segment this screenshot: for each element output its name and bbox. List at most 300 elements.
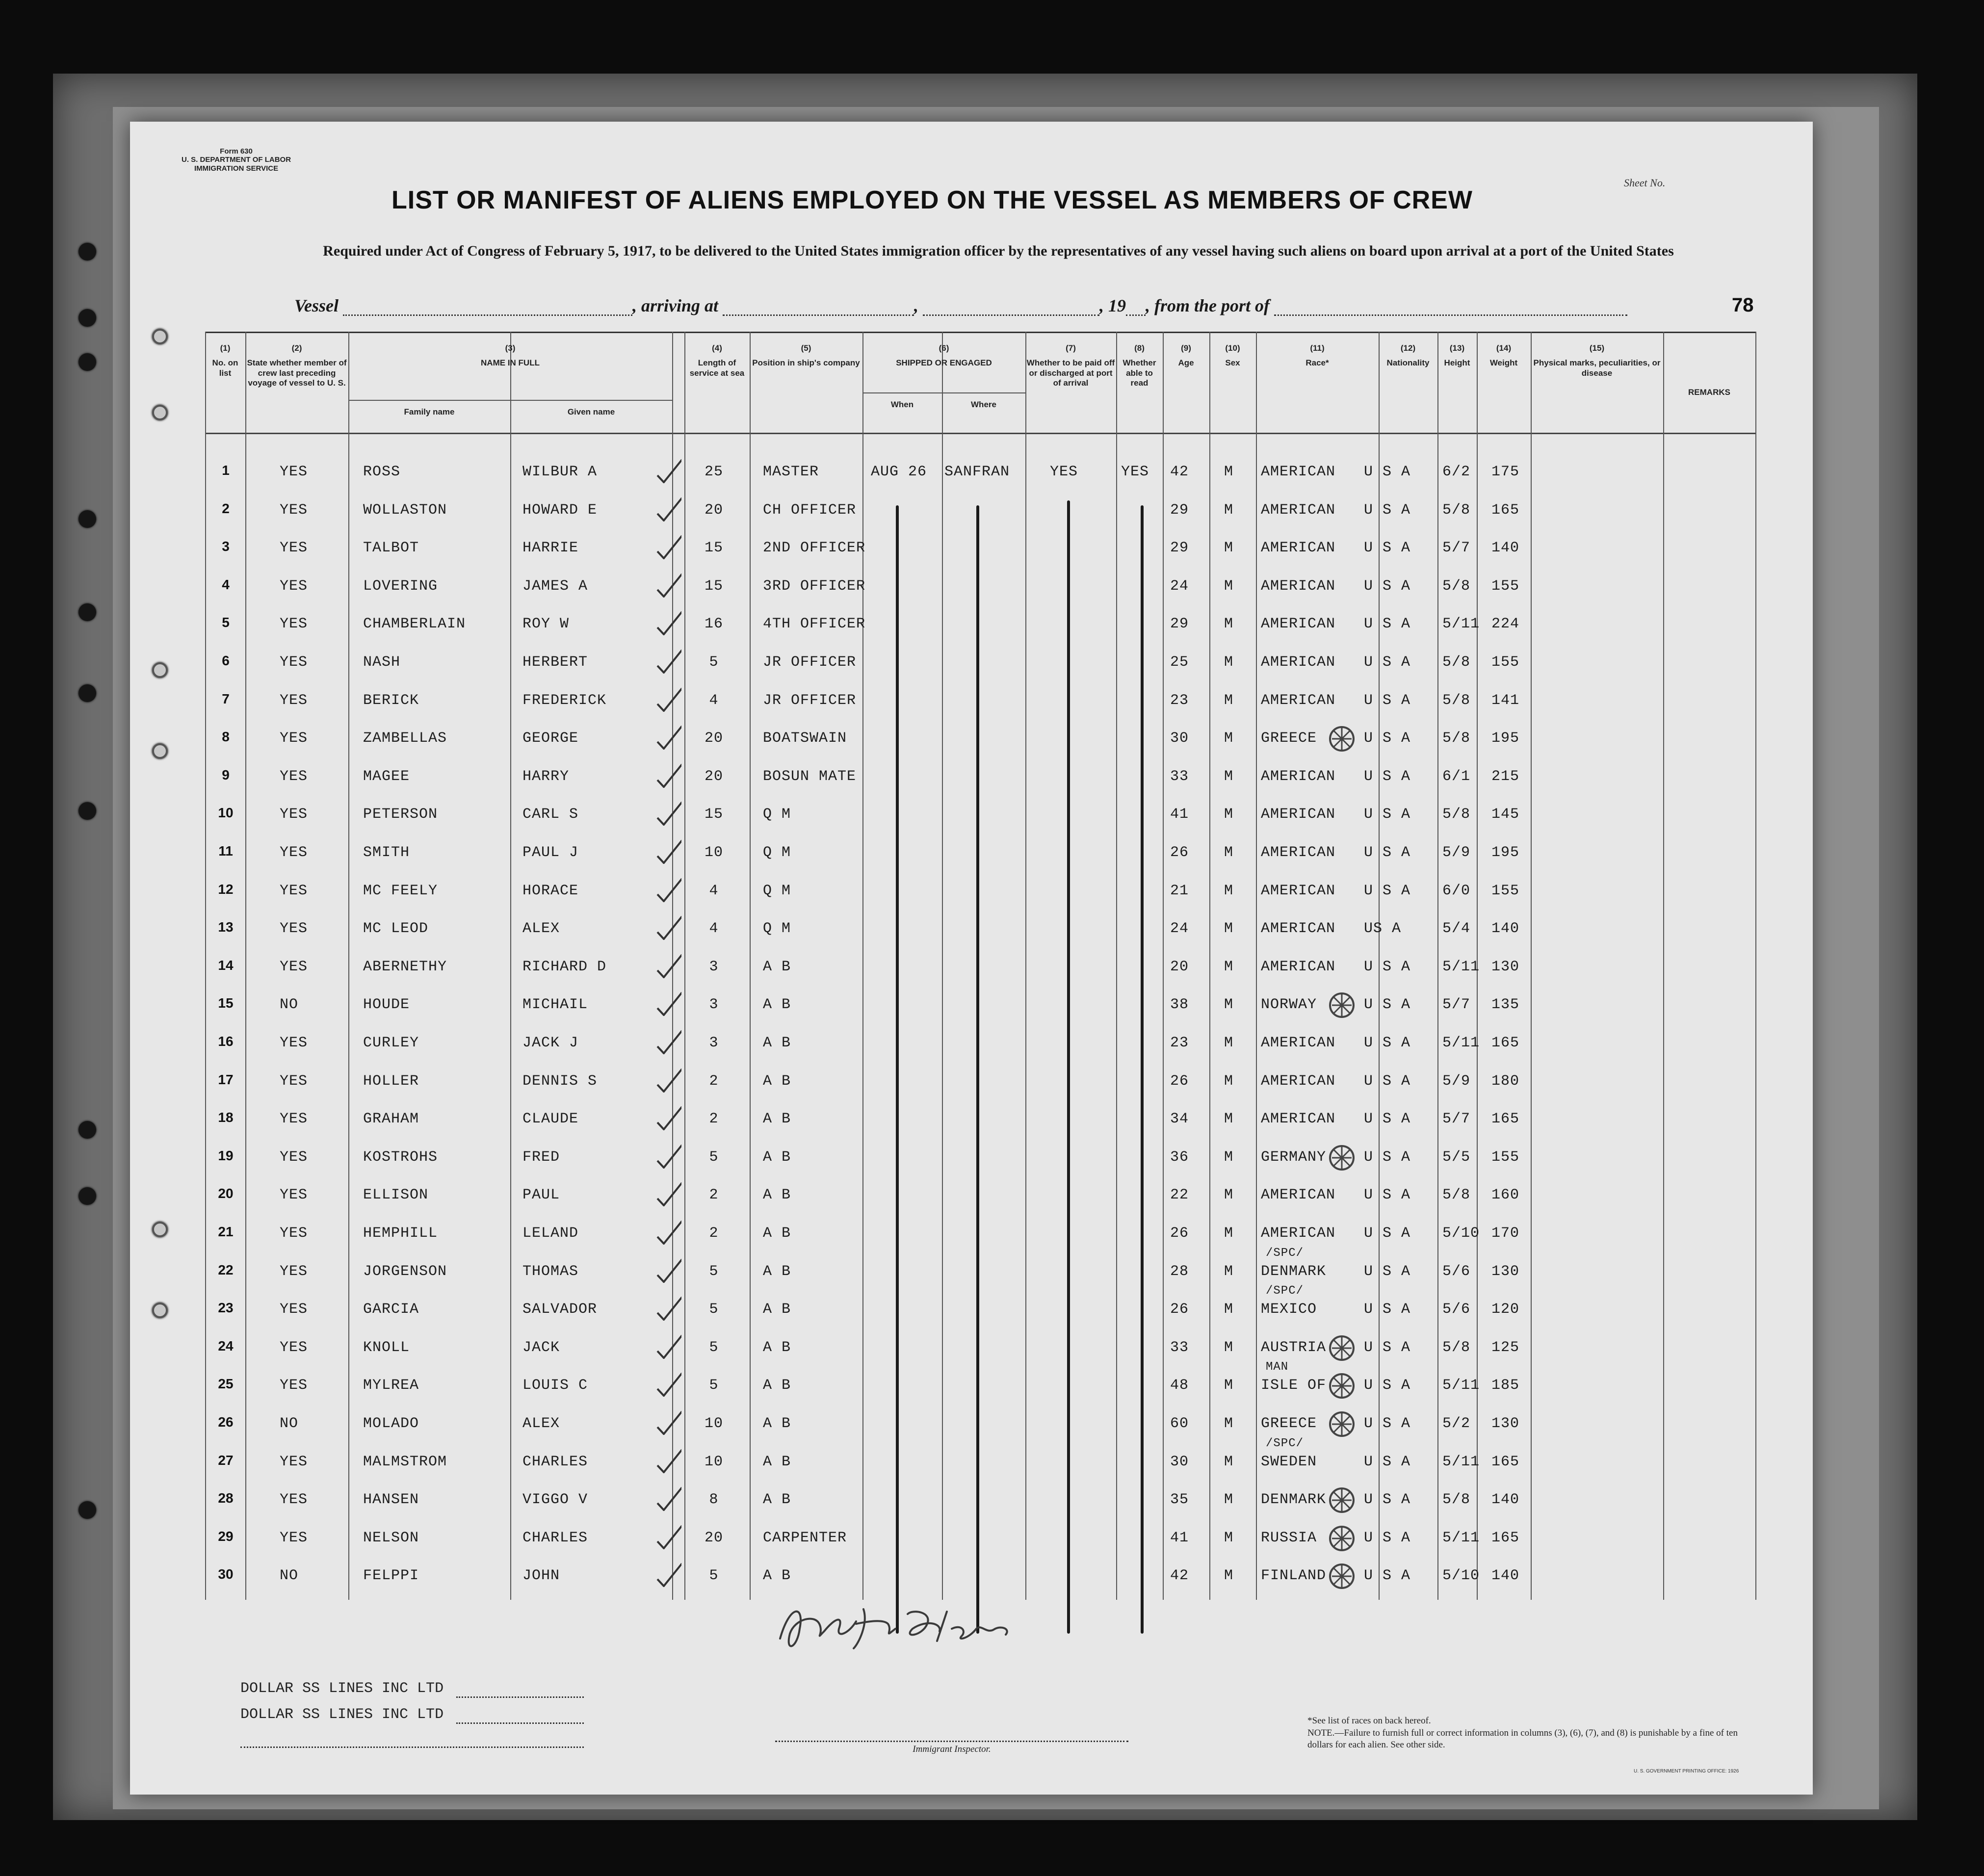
age-cell: 29	[1170, 540, 1189, 556]
column-label: Nationality	[1386, 358, 1430, 368]
check-mark	[655, 799, 681, 826]
weight-cell: 130	[1491, 1263, 1520, 1280]
check-mark	[655, 1256, 681, 1283]
weight-cell: 140	[1491, 1491, 1520, 1508]
binder-hole	[78, 603, 96, 621]
crew-status-cell: YES	[280, 1530, 308, 1546]
column-label: Race*	[1305, 358, 1329, 368]
check-mark	[655, 1332, 681, 1359]
sex-cell: M	[1224, 1415, 1234, 1432]
service-length-cell: 5	[709, 1567, 719, 1584]
year-field[interactable]	[1126, 299, 1146, 316]
nationality-cell: U S A	[1364, 768, 1411, 785]
family-name-cell: MC LEOD	[363, 920, 429, 937]
nationality-cell: U S A	[1364, 1377, 1411, 1394]
check-mark	[655, 609, 681, 635]
arrival-port-field[interactable]	[723, 299, 914, 316]
family-name-cell: ZAMBELLAS	[363, 730, 447, 747]
race-cell: AMERICAN	[1261, 920, 1336, 937]
crew-status-cell: YES	[280, 1073, 308, 1090]
column-label: Position in ship's company	[752, 358, 860, 368]
service: IMMIGRATION SERVICE	[194, 164, 279, 173]
column-header	[348, 343, 672, 368]
column-header	[862, 343, 1025, 368]
given-name-cell: PAUL J	[522, 844, 579, 861]
race-cell: GERMANY	[1261, 1149, 1327, 1166]
agent-line: DOLLAR SS LINES INC LTD	[240, 1706, 444, 1723]
nationality-cell: US A	[1364, 920, 1402, 937]
nationality-cell: U S A	[1364, 502, 1411, 519]
family-name-cell: NASH	[363, 654, 401, 671]
nationality-cell: U S A	[1364, 806, 1411, 823]
position-cell: A B	[763, 1301, 791, 1318]
position-cell: A B	[763, 1149, 791, 1166]
check-mark	[655, 1104, 681, 1130]
ditto-line	[1141, 505, 1144, 1634]
race-cell: AMERICAN	[1261, 1225, 1336, 1242]
check-mark	[655, 723, 681, 750]
punch-hole	[152, 1222, 168, 1237]
weight-cell: 195	[1491, 730, 1520, 747]
family-name-cell: ELLISON	[363, 1187, 429, 1203]
check-mark	[655, 1523, 681, 1549]
given-name-cell: JACK	[522, 1339, 560, 1356]
sheet-number-label: Sheet No.	[1624, 177, 1666, 189]
subcolumn-rule	[942, 392, 943, 433]
family-name-cell: MOLADO	[363, 1415, 419, 1432]
height-cell: 5/8	[1442, 502, 1471, 519]
given-name-cell: HOWARD E	[522, 502, 598, 519]
crew-status-cell: YES	[280, 1149, 308, 1166]
service-length-cell: 3	[709, 959, 719, 975]
given-name-cell: DENNIS S	[522, 1073, 598, 1090]
position-cell: JR OFFICER	[763, 654, 857, 671]
inspection-stamp	[1327, 1409, 1355, 1437]
inspection-stamp	[1327, 1485, 1355, 1513]
age-cell: 26	[1170, 1225, 1189, 1242]
age-cell: 26	[1170, 1073, 1189, 1090]
position-cell: A B	[763, 1567, 791, 1584]
vessel-label: Vessel	[294, 296, 339, 315]
column-rule	[1755, 332, 1756, 1600]
age-cell: 23	[1170, 1035, 1189, 1051]
column-label: SHIPPED OR ENGAGED	[896, 358, 992, 368]
nationality-cell: U S A	[1364, 883, 1411, 899]
height-cell: 6/0	[1442, 883, 1471, 899]
weight-cell: 155	[1491, 578, 1520, 595]
given-name-cell: CHARLES	[522, 1454, 588, 1470]
binder-hole	[78, 1501, 96, 1519]
given-name-cell: MICHAIL	[522, 996, 588, 1013]
position-cell: 4TH OFFICER	[763, 616, 866, 632]
column-label: Length of service at sea	[689, 358, 745, 378]
age-cell: 26	[1170, 1301, 1189, 1318]
nationality-cell: U S A	[1364, 1530, 1411, 1546]
height-cell: 5/6	[1442, 1301, 1471, 1318]
age-cell: 41	[1170, 806, 1189, 823]
sex-cell: M	[1224, 768, 1234, 785]
height-cell: 5/11	[1442, 1035, 1480, 1051]
column-number: (13)	[1449, 343, 1465, 353]
row-number: 21	[218, 1224, 234, 1239]
check-mark	[655, 533, 681, 559]
column-header	[750, 343, 862, 368]
column-rule	[1209, 332, 1210, 1600]
row-number: 27	[218, 1453, 234, 1468]
binder-hole	[78, 353, 96, 371]
given-name-cell: ALEX	[522, 920, 560, 937]
binder-hole	[78, 1121, 96, 1139]
column-number: (7)	[1066, 343, 1076, 353]
service-length-cell: 5	[709, 1263, 719, 1280]
given-name-cell: ALEX	[522, 1415, 560, 1432]
service-length-cell: 20	[704, 730, 723, 747]
given-name-cell: WILBUR A	[522, 464, 598, 480]
family-name-cell: LOVERING	[363, 578, 438, 595]
position-cell: CH OFFICER	[763, 502, 857, 519]
shipped-when-cell: AUG 26	[871, 464, 927, 480]
weight-cell: 215	[1491, 768, 1520, 785]
race-cell: AMERICAN	[1261, 768, 1336, 785]
check-mark	[655, 876, 681, 902]
crew-status-cell: YES	[280, 616, 308, 632]
row-number: 12	[218, 882, 234, 897]
position-cell: A B	[763, 1377, 791, 1394]
crew-status-cell: YES	[280, 920, 308, 937]
column-header	[1663, 388, 1755, 397]
service-length-cell: 10	[704, 1415, 723, 1432]
row-number: 30	[218, 1566, 234, 1582]
check-mark	[655, 1370, 681, 1397]
nationality-cell: U S A	[1364, 1454, 1411, 1470]
service-length-cell: 3	[709, 1035, 719, 1051]
sex-cell: M	[1224, 1073, 1234, 1090]
row-number: 13	[218, 919, 234, 935]
sex-cell: M	[1224, 692, 1234, 709]
age-cell: 48	[1170, 1377, 1189, 1394]
given-name-cell: JACK J	[522, 1035, 579, 1051]
given-name-cell: CHARLES	[522, 1530, 588, 1546]
race-cell: AMERICAN	[1261, 1111, 1336, 1127]
age-cell: 33	[1170, 1339, 1189, 1356]
sex-cell: M	[1224, 1301, 1234, 1318]
race-cell: AMERICAN	[1261, 540, 1336, 556]
row-number: 26	[218, 1414, 234, 1430]
race-cell: AMERICAN	[1261, 616, 1336, 632]
nationality-cell: U S A	[1364, 996, 1411, 1013]
service-length-cell: 15	[704, 540, 723, 556]
race-cell: SWEDEN	[1261, 1454, 1317, 1470]
height-cell: 5/10	[1442, 1225, 1480, 1242]
height-cell: 5/8	[1442, 1187, 1471, 1203]
crew-status-cell: YES	[280, 1454, 308, 1470]
race-cell: AMERICAN	[1261, 464, 1336, 480]
from-port-field[interactable]	[1274, 299, 1627, 316]
column-label: Given name	[567, 407, 615, 417]
position-cell: CARPENTER	[763, 1530, 847, 1546]
weight-cell: 130	[1491, 1415, 1520, 1432]
crew-status-cell: YES	[280, 464, 308, 480]
nationality-cell: U S A	[1364, 1491, 1411, 1508]
check-mark	[655, 1408, 681, 1435]
height-cell: 5/11	[1442, 616, 1480, 632]
nationality-cell: U S A	[1364, 692, 1411, 709]
row-number: 16	[218, 1034, 234, 1049]
height-cell: 5/6	[1442, 1263, 1471, 1280]
header-divider	[205, 433, 1755, 434]
weight-cell: 155	[1491, 654, 1520, 671]
check-mark	[655, 1447, 681, 1473]
column-rule	[862, 332, 863, 1600]
age-cell: 25	[1170, 654, 1189, 671]
crew-status-cell: YES	[280, 1339, 308, 1356]
inspector-signature	[770, 1594, 1074, 1658]
row-number: 20	[218, 1186, 234, 1201]
column-number: (2)	[291, 343, 302, 353]
column-number: (15)	[1589, 343, 1605, 353]
position-cell: A B	[763, 996, 791, 1013]
race-cell: AMERICAN	[1261, 502, 1336, 519]
weight-cell: 175	[1491, 464, 1520, 480]
race-cell: GREECE	[1261, 730, 1317, 747]
sex-cell: M	[1224, 1225, 1234, 1242]
family-name-cell: WOLLASTON	[363, 502, 447, 519]
height-cell: 5/9	[1442, 844, 1471, 861]
nationality-cell: U S A	[1364, 1415, 1411, 1432]
row-number: 18	[218, 1110, 234, 1125]
sex-cell: M	[1224, 1111, 1234, 1127]
weight-cell: 165	[1491, 1111, 1520, 1127]
service-length-cell: 3	[709, 996, 719, 1013]
family-name-cell: HEMPHILL	[363, 1225, 438, 1242]
owner-line: DOLLAR SS LINES INC LTD	[240, 1680, 444, 1697]
column-rule	[205, 332, 206, 1600]
column-label: Family name	[404, 407, 455, 417]
service-length-cell: 10	[704, 1454, 723, 1470]
height-cell: 5/11	[1442, 1454, 1480, 1470]
crew-status-cell: YES	[280, 806, 308, 823]
sex-cell: M	[1224, 502, 1234, 519]
nationality-cell: U S A	[1364, 1187, 1411, 1203]
position-cell: A B	[763, 1111, 791, 1127]
height-cell: 5/8	[1442, 578, 1471, 595]
binder-hole	[78, 802, 96, 820]
position-cell: BOSUN MATE	[763, 768, 857, 785]
column-label: REMARKS	[1688, 388, 1730, 397]
family-name-cell: ABERNETHY	[363, 959, 447, 975]
inspection-stamp	[1327, 1524, 1355, 1551]
column-rule	[245, 332, 246, 1600]
family-name-cell: MYLREA	[363, 1377, 419, 1394]
footnote-races: *See list of races on back hereof.	[1307, 1716, 1431, 1726]
column-label: Height	[1444, 358, 1470, 368]
position-cell: MASTER	[763, 464, 819, 480]
weight-cell: 224	[1491, 616, 1520, 632]
punch-hole	[152, 329, 168, 344]
weight-cell: 185	[1491, 1377, 1520, 1394]
height-cell: 5/8	[1442, 654, 1471, 671]
age-cell: 21	[1170, 883, 1189, 899]
family-name-cell: KOSTROHS	[363, 1149, 438, 1166]
column-number: (3)	[505, 343, 516, 353]
given-name-cell: LELAND	[522, 1225, 579, 1242]
weight-cell: 180	[1491, 1073, 1520, 1090]
sex-cell: M	[1224, 1567, 1234, 1584]
position-cell: A B	[763, 1415, 791, 1432]
height-cell: 5/11	[1442, 1377, 1480, 1394]
position-cell: A B	[763, 1225, 791, 1242]
column-label: No. on list	[212, 358, 238, 378]
position-cell: A B	[763, 1263, 791, 1280]
page-number: 78	[1732, 294, 1754, 316]
height-cell: 5/11	[1442, 959, 1480, 975]
column-label: Physical marks, peculiarities, or disease	[1533, 358, 1661, 378]
column-label: Sex	[1225, 358, 1240, 368]
weight-cell: 165	[1491, 1530, 1520, 1546]
column-header	[1025, 343, 1116, 389]
age-cell: 26	[1170, 844, 1189, 861]
footnote-penalty: NOTE.—Failure to furnish full or correct information in columns (3), (6), (7), and (8) is punishable by a fine of ten dollars for each alien. See other side.	[1307, 1727, 1738, 1750]
binder-hole	[78, 243, 96, 261]
nationality-cell: U S A	[1364, 1567, 1411, 1584]
service-length-cell: 20	[704, 502, 723, 519]
crew-status-cell: YES	[280, 1111, 308, 1127]
column-number: (1)	[220, 343, 231, 353]
column-number: (6)	[939, 343, 949, 353]
family-name-cell: GRAHAM	[363, 1111, 419, 1127]
check-mark	[655, 1485, 681, 1511]
age-cell: 42	[1170, 1567, 1189, 1584]
weight-cell: 165	[1491, 1454, 1520, 1470]
weight-cell: 120	[1491, 1301, 1520, 1318]
weight-cell: 170	[1491, 1225, 1520, 1242]
column-label: Where	[971, 400, 996, 409]
family-name-cell: MAGEE	[363, 768, 410, 785]
form-identifier	[182, 147, 291, 173]
nationality-cell: U S A	[1364, 1301, 1411, 1318]
service-length-cell: 5	[709, 1339, 719, 1356]
sex-cell: M	[1224, 654, 1234, 671]
given-name-cell: RICHARD D	[522, 959, 607, 975]
sex-cell: M	[1224, 1263, 1234, 1280]
position-cell: BOATSWAIN	[763, 730, 847, 747]
binder-hole	[78, 309, 96, 327]
service-length-cell: 10	[704, 844, 723, 861]
service-length-cell: 15	[704, 578, 723, 595]
family-name-cell: FELPPI	[363, 1567, 419, 1584]
column-header	[510, 407, 672, 417]
check-mark	[655, 495, 681, 521]
column-header	[1209, 343, 1256, 368]
crew-status-cell: YES	[280, 768, 308, 785]
inspection-stamp	[1327, 990, 1355, 1018]
weight-cell: 155	[1491, 883, 1520, 899]
column-header	[205, 343, 245, 378]
family-name-cell: MC FEELY	[363, 883, 438, 899]
vessel-field[interactable]	[343, 299, 632, 316]
weight-cell: 140	[1491, 1567, 1520, 1584]
family-name-cell: JORGENSON	[363, 1263, 447, 1280]
column-number: (10)	[1225, 343, 1240, 353]
age-cell: 38	[1170, 996, 1189, 1013]
arrival-date-field[interactable]	[923, 299, 1099, 316]
crew-status-cell: YES	[280, 540, 308, 556]
height-cell: 5/4	[1442, 920, 1471, 937]
height-cell: 5/7	[1442, 996, 1471, 1013]
given-name-cell: FRED	[522, 1149, 560, 1166]
check-mark	[655, 457, 681, 483]
row-number: 22	[218, 1262, 234, 1277]
check-mark	[655, 1294, 681, 1321]
sex-cell: M	[1224, 464, 1234, 480]
sex-cell: M	[1224, 1454, 1234, 1470]
nationality-cell: U S A	[1364, 654, 1411, 671]
race-cell: AUSTRIA	[1261, 1339, 1327, 1356]
column-header	[348, 407, 510, 417]
column-rule	[942, 332, 943, 1600]
nationality-cell: U S A	[1364, 959, 1411, 975]
race-cell: FINLAND	[1261, 1567, 1327, 1584]
sex-cell: M	[1224, 1377, 1234, 1394]
service-length-cell: 16	[704, 616, 723, 632]
crew-status-cell: YES	[280, 692, 308, 709]
service-length-cell: 25	[704, 464, 723, 480]
weight-cell: 195	[1491, 844, 1520, 861]
inspection-stamp	[1327, 1562, 1355, 1589]
check-mark	[655, 837, 681, 864]
row-number: 3	[222, 539, 230, 554]
binder-hole	[78, 1187, 96, 1205]
age-cell: 41	[1170, 1530, 1189, 1546]
punch-hole	[152, 405, 168, 420]
column-number: (12)	[1400, 343, 1416, 353]
position-cell: A B	[763, 1187, 791, 1203]
family-name-cell: CURLEY	[363, 1035, 419, 1051]
column-header	[1531, 343, 1663, 378]
service-length-cell: 2	[709, 1073, 719, 1090]
crew-status-cell: YES	[280, 654, 308, 671]
age-cell: 29	[1170, 502, 1189, 519]
column-label: Whether to be paid off or discharged at port of arrival	[1026, 358, 1115, 388]
service-length-cell: 2	[709, 1111, 719, 1127]
check-mark	[655, 1561, 681, 1587]
height-cell: 5/8	[1442, 692, 1471, 709]
nationality-cell: U S A	[1364, 1225, 1411, 1242]
column-rule	[684, 332, 685, 1600]
nationality-cell: U S A	[1364, 1073, 1411, 1090]
column-label: NAME IN FULL	[481, 358, 540, 368]
column-header	[1379, 343, 1437, 368]
column-number: (9)	[1181, 343, 1191, 353]
crew-status-cell: YES	[280, 1225, 308, 1242]
row-number: 11	[218, 843, 233, 859]
ditto-line	[896, 505, 899, 1634]
family-name-cell: MALMSTROM	[363, 1454, 447, 1470]
column-rule	[1025, 332, 1026, 1600]
column-header	[862, 400, 942, 410]
punch-hole	[152, 1303, 168, 1318]
given-name-cell: LOUIS C	[522, 1377, 588, 1394]
family-name-cell: ROSS	[363, 464, 401, 480]
punch-hole	[152, 743, 168, 759]
column-rule	[750, 332, 751, 1600]
column-header	[942, 400, 1025, 410]
weight-cell: 130	[1491, 959, 1520, 975]
crew-status-cell: YES	[280, 1377, 308, 1394]
service-length-cell: 4	[709, 920, 719, 937]
age-cell: 36	[1170, 1149, 1189, 1166]
family-name-cell: BERICK	[363, 692, 419, 709]
